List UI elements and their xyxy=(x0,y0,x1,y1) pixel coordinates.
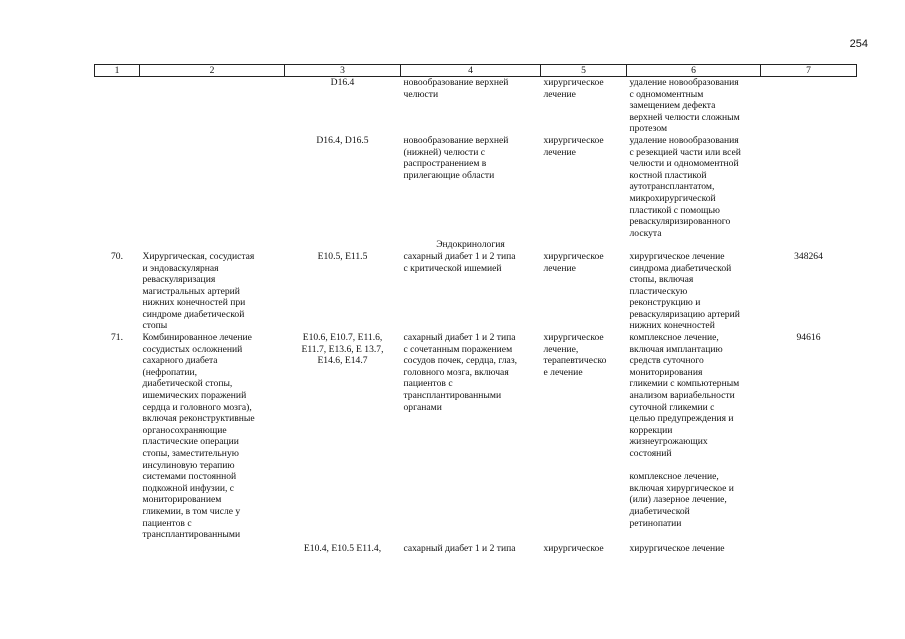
table-row xyxy=(95,77,857,135)
treatment-method: удаление новообразования с одномоментным замещением дефекта верхней челюсти сложным протезом xyxy=(629,77,740,135)
icd-codes: E10.4, E10.5 E11.4, xyxy=(303,542,382,554)
table-row xyxy=(95,135,857,239)
section-row xyxy=(95,239,857,251)
treatment-method: удаление новообразования с резекцией части или всей челюсти и одномоментной костной пластикой аутотрансплантатом, микрохирургической пластикой с помощью реваскуляризированного лоскута xyxy=(629,134,741,239)
medical-care-table xyxy=(94,64,857,554)
icd-codes: E10.5, E11.5 xyxy=(317,250,368,262)
cost-amount xyxy=(761,77,857,135)
treatment-method: хирургическое лечение xyxy=(629,542,725,554)
column-header: 5 xyxy=(541,65,627,77)
patient-model: новообразование верхней челюсти xyxy=(403,77,509,100)
procedure-name xyxy=(140,541,285,555)
row-number xyxy=(95,77,140,135)
patient-model: сахарный диабет 1 и 2 типа с сочетанным поражением сосудов почек, сердца, глаз, головного мозга, включая пациентов с трансплантированными органами xyxy=(403,332,518,413)
treatment-method: хирургическое лечение синдрома диабетической стопы, включая пластическую реконструкцию и реваскуляризацию артерий нижних конечностей xyxy=(629,250,740,332)
procedure-name: Хирургическая, сосудистая и эндоваскулярная реваскуляризация магистральных артерий нижних конечностей при синдроме диабетической стопы xyxy=(142,250,255,332)
procedure-name xyxy=(140,77,285,135)
row-number: 71. xyxy=(111,332,123,344)
patient-model: новообразование верхней (нижней) челюсти с распространением в прилегающие области xyxy=(403,134,509,181)
empty-cell xyxy=(541,239,857,251)
treatment-type: хирургическое xyxy=(543,542,604,554)
column-header: 2 xyxy=(140,65,285,77)
cost-amount: 348264 xyxy=(794,250,823,262)
page-number: 254 xyxy=(849,38,868,50)
icd-codes: E10.6, E10.7, E11.6, E11.7, E13.6, E 13.7, E14.6, E14.7 xyxy=(301,332,384,367)
column-header: 3 xyxy=(285,65,401,77)
table-body xyxy=(95,77,857,555)
column-header: 6 xyxy=(627,65,761,77)
cost-amount xyxy=(761,135,857,239)
procedure-name xyxy=(140,135,285,239)
column-header: 1 xyxy=(95,65,140,77)
cost-amount xyxy=(761,541,857,555)
patient-model: сахарный диабет 1 и 2 типа с критической ишемией xyxy=(403,250,516,274)
column-header: 7 xyxy=(761,65,857,77)
empty-cell xyxy=(95,239,401,251)
cost-amount: 94616 xyxy=(796,332,821,344)
section-title: Эндокринология xyxy=(436,239,505,251)
table-row xyxy=(95,541,857,555)
treatment-type: хирургическое лечение xyxy=(543,250,604,274)
treatment-method: комплексное лечение, включая имплантацию средств суточного мониторирования гликемии с компьютерным анализом вариабельности суточной гликемии с целью предупреждения и коррекции жизнеугрожающих состояний комплексное лечение, включая хирургическое и (или) лазерное лечение, диабетической ретинопатии xyxy=(629,332,740,529)
treatment-type: хирургическое лечение xyxy=(543,134,604,158)
procedure-name: Комбинированное лечение сосудистых осложнений сахарного диабета (нефропатии, диабетической стопы, ишемических поражений сердца и головного мозга), включая реконструктивные органосохраняющие пластические операции стопы, заместительную инсулиновую терапию системами постоянной подкожной инфузии, с мониторированием гликемии, в том числе у пациентов с трансплантированными xyxy=(142,332,255,541)
column-header: 4 xyxy=(401,65,541,77)
table-row xyxy=(95,251,857,332)
row-number: 70. xyxy=(111,250,123,262)
table-row xyxy=(95,332,857,541)
row-number xyxy=(95,541,140,555)
row-number xyxy=(95,135,140,239)
treatment-type: хирургическое лечение, терапевтическо е лечение xyxy=(543,332,607,378)
column-number-header xyxy=(95,65,857,77)
icd-codes: D16.4, D16.5 xyxy=(316,134,369,146)
icd-codes: D16.4 xyxy=(330,77,355,88)
patient-model: сахарный диабет 1 и 2 типа xyxy=(403,542,516,554)
treatment-type: хирургическое лечение xyxy=(543,77,604,100)
